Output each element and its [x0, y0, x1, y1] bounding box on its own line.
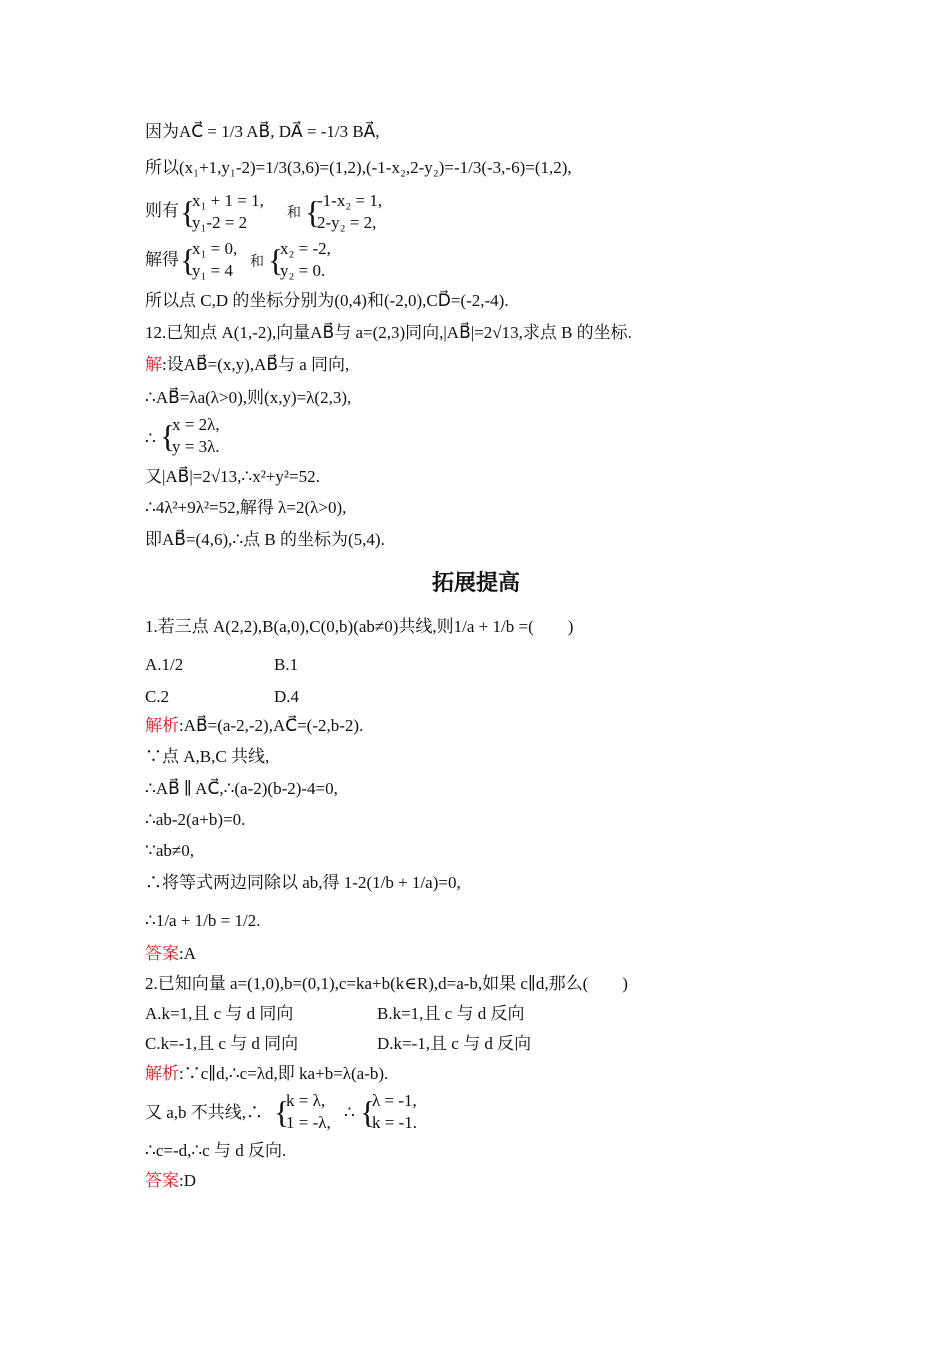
problem-12: 12.已知点 A(1,-2),向量AB⃗与 a=(2,3)同向,|AB⃗|=2√13,求点 B 的坐标.	[145, 323, 632, 342]
analysis-1-line-2: ∵点 A,B,C 共线,	[145, 747, 270, 766]
answer-1-value: :A	[179, 944, 196, 963]
system-2-eq1: -1-x₂ = 1,	[317, 191, 383, 210]
analysis-1-line-5: ∵ab≠0,	[145, 841, 194, 860]
line-2: 所以(x₁+1,y₁-2)=1/3(3,6)=(1,2),(-1-x₂,2-y₂)=-1/3(-3,-6)=(1,2),	[145, 158, 572, 177]
line-5: 所以点 C,D 的坐标分别为(0,4)和(-2,0),CD⃗=(-2,-4).	[145, 291, 509, 310]
system-7-eq2: k = -1.	[372, 1113, 417, 1132]
brace-left-4: {	[268, 242, 284, 278]
question-2: 2.已知向量 a=(1,0),b=(0,1),c=ka+b(k∈R),d=a-b,如果 c∥d,那么( )	[145, 974, 628, 993]
line-4-label: 解得	[145, 250, 179, 269]
system-6-eq2: 1 = -λ,	[286, 1113, 331, 1132]
solution-line-3-therefore: ∴	[145, 429, 156, 448]
question-1: 1.若三点 A(2,2),B(a,0),C(0,b)(ab≠0)共线,则1/a + 1/b =( )	[145, 617, 574, 636]
solution-line-2: ∴AB⃗=λa(λ>0),则(x,y)=λ(2,3),	[145, 388, 352, 407]
answer-2-value: :D	[179, 1171, 196, 1190]
system-4-eq2: y₂ = 0.	[280, 261, 326, 280]
analysis-1-line-6: ∴将等式两边同除以 ab,得 1-2(1/b + 1/a)=0,	[145, 873, 461, 892]
answer-2	[145, 1170, 196, 1192]
analysis-1-line-1	[145, 715, 363, 737]
solution-line-1	[145, 354, 349, 376]
solution-label: 解	[145, 355, 162, 374]
and-label-1: 和	[287, 206, 301, 221]
solution-text-1: :设AB⃗=(x,y),AB⃗与 a 同向,	[162, 355, 350, 374]
analysis-2-label: 解析	[145, 1064, 179, 1083]
question-2-option-d: D.k=-1,且 c 与 d 反向	[377, 1034, 532, 1053]
solution-line-5: ∴4λ²+9λ²=52,解得 λ=2(λ>0),	[145, 498, 347, 517]
analysis-1-text-1: :AB⃗=(a-2,-2),AC⃗=(-2,b-2).	[179, 716, 364, 735]
question-2-option-b: B.k=1,且 c 与 d 反向	[377, 1004, 525, 1023]
analysis-2-line-3: ∴c=-d,∴c 与 d 反向.	[145, 1141, 287, 1160]
answer-1	[145, 943, 196, 965]
solution-line-6: 即AB⃗=(4,6),∴点 B 的坐标为(5,4).	[145, 530, 385, 549]
analysis-2-line-1	[145, 1063, 388, 1085]
solution-line-4: 又|AB⃗|=2√13,∴x²+y²=52.	[145, 467, 320, 486]
system-5-eq1: x = 2λ,	[172, 415, 220, 434]
brace-left-2: {	[305, 194, 321, 230]
system-2-eq2: 2-y₂ = 2,	[317, 213, 377, 232]
system-3-eq1: x₁ = 0,	[192, 239, 238, 258]
brace-left-1: {	[180, 194, 196, 230]
therefore-2: ∴	[344, 1103, 355, 1122]
section-heading: 拓展提高	[431, 571, 520, 596]
analysis-1-line-7: ∴1/a + 1/b = 1/2.	[145, 911, 261, 930]
brace-left-3: {	[180, 242, 196, 278]
line-3-label: 则有	[145, 201, 179, 220]
question-1-option-a: A.1/2	[145, 655, 184, 674]
brace-left-6: {	[274, 1094, 290, 1130]
analysis-2-line-2-label: 又 a,b 不共线,∴	[145, 1103, 264, 1122]
system-6-eq1: k = λ,	[286, 1091, 326, 1110]
analysis-1-line-3: ∴AB⃗ ∥ AC⃗,∴(a-2)(b-2)-4=0,	[145, 779, 338, 798]
question-1-option-c: C.2	[145, 687, 170, 706]
question-1-option-b: B.1	[274, 655, 299, 674]
answer-label: 答案	[145, 944, 179, 963]
system-4-eq1: x₂ = -2,	[280, 239, 331, 258]
answer-2-label: 答案	[145, 1171, 179, 1190]
system-1-eq2: y₁-2 = 2	[192, 213, 248, 232]
question-2-option-c: C.k=-1,且 c 与 d 同向	[145, 1034, 299, 1053]
analysis-2-text-1: :∵c∥d,∴c=λd,即 ka+b=λ(a-b).	[179, 1064, 389, 1083]
analysis-label: 解析	[145, 716, 179, 735]
system-7-eq1: λ = -1,	[372, 1091, 417, 1110]
brace-left-7: {	[360, 1094, 376, 1130]
question-2-option-a: A.k=1,且 c 与 d 同向	[145, 1004, 294, 1023]
system-5-eq2: y = 3λ.	[172, 437, 220, 456]
brace-left-5: {	[160, 418, 176, 454]
analysis-1-line-4: ∴ab-2(a+b)=0.	[145, 810, 246, 829]
line-1: 因为AC⃗ = 1/3 AB⃗, DA⃗ = -1/3 BA⃗,	[145, 122, 380, 141]
and-label-2: 和	[250, 255, 264, 270]
question-1-option-d: D.4	[274, 687, 300, 706]
system-1-eq1: x₁ + 1 = 1,	[192, 191, 264, 210]
system-3-eq2: y₁ = 4	[192, 261, 234, 280]
